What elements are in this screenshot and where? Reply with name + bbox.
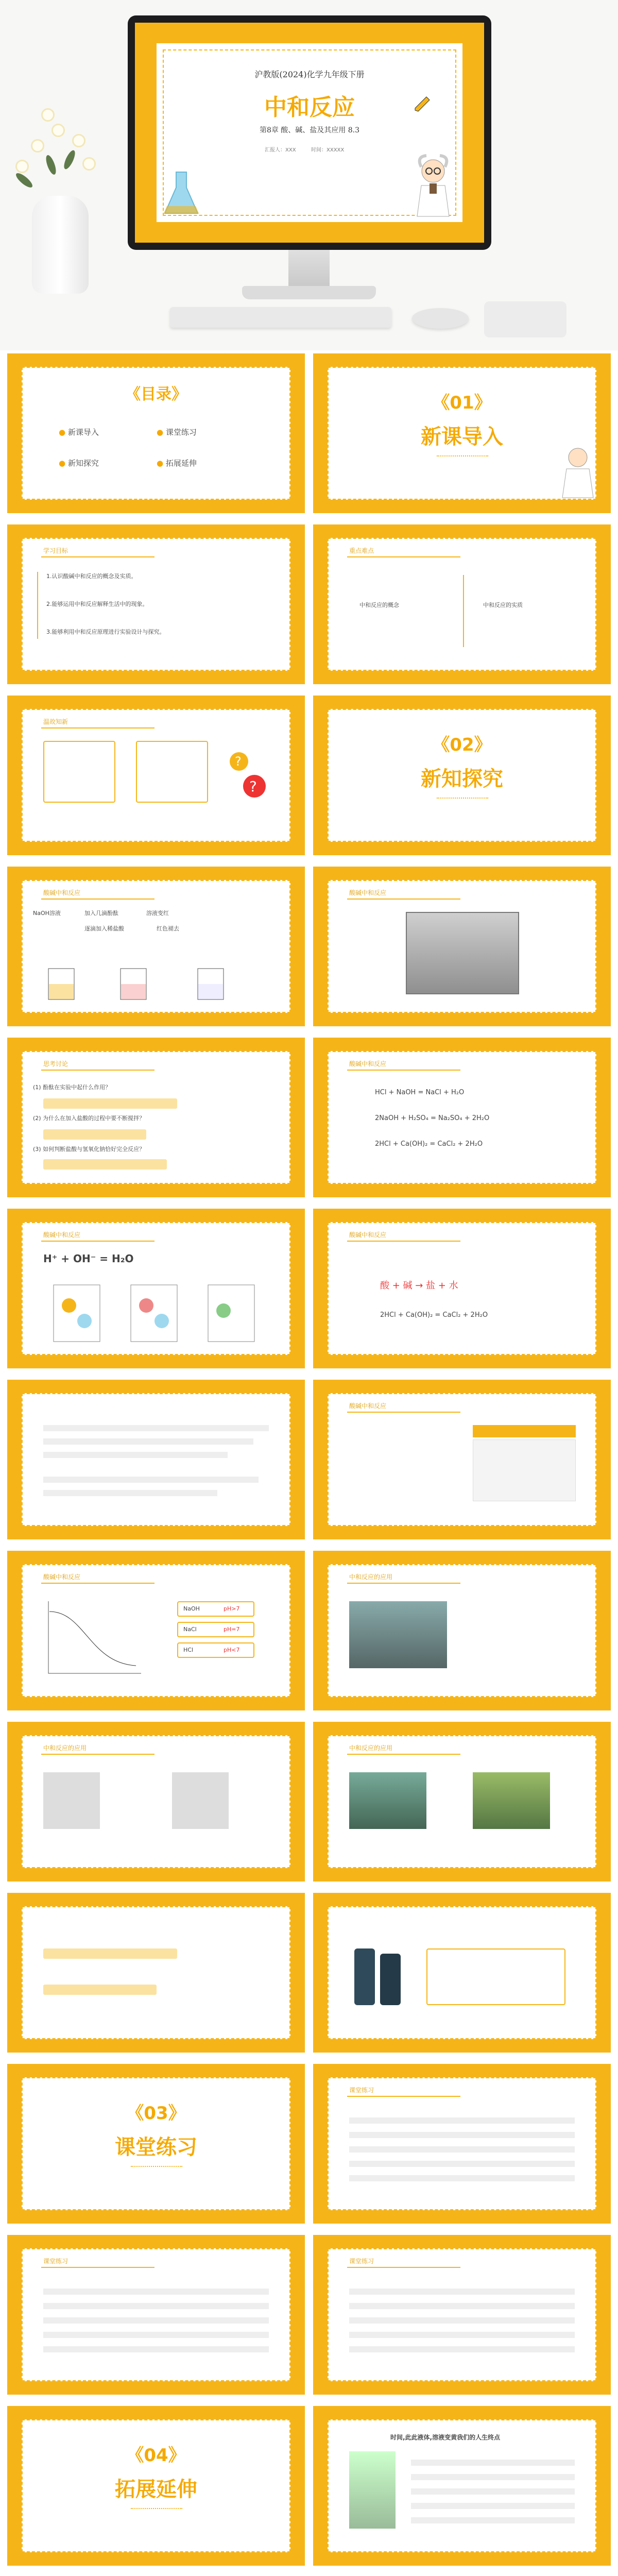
review-header: 温故知新: [43, 718, 68, 725]
key-point-1: 中和反应的概念: [359, 602, 399, 608]
objective-3: 3.能够利用中和反应原理进行实验设计与探究。: [46, 629, 165, 635]
professor-icon: [410, 151, 456, 218]
objective-2: 2.能够运用中和反应解释生活中的现象。: [46, 601, 148, 607]
exp-label-2: 加入几滴酚酞: [84, 910, 118, 917]
cover-title: 中和反应: [264, 94, 355, 121]
slide-section-01: [313, 353, 611, 513]
slide-toc: 《目录》 ● 新课导入 ● 课堂练习 ● 新知探究 ● 拓展延伸: [7, 353, 305, 513]
keyboard: [170, 307, 391, 328]
slide-section-02: [313, 696, 611, 855]
slide-questions: [7, 1893, 305, 2053]
slide-practice-3: 课堂练习: [313, 2235, 611, 2395]
ph-label-nacl: NaCl: [183, 1626, 197, 1633]
think-header: 思考讨论: [43, 1060, 68, 1067]
section-number-01: 《01》: [432, 393, 492, 413]
trackpad: [484, 301, 566, 337]
slide-section-03: [7, 2064, 305, 2224]
slide-table: 酸碱中和反应: [313, 1380, 611, 1539]
cover-subtitle: 第8章 酸、碱、盐及其应用 8.3: [259, 126, 360, 134]
key-point-2: 中和反应的实质: [483, 602, 523, 608]
professor-icon: [557, 442, 598, 499]
slide-text: [7, 1380, 305, 1539]
toc-item-2: 新知探究: [67, 459, 99, 468]
slide-practice-2: 课堂练习: [7, 2235, 305, 2395]
slide-photo: 酸碱中和反应: [313, 867, 611, 1026]
slide-ph: 酸碱中和反应 NaOH pH>7 NaCl pH=7 HCl pH<7: [7, 1551, 305, 1710]
leaf-icon: [14, 171, 35, 190]
ph-label-naoh: NaOH: [183, 1605, 200, 1612]
hero-mockup: [0, 0, 618, 350]
key-header: 重点难点: [349, 547, 374, 554]
ph-curve: [43, 1596, 146, 1679]
flower-icon: [72, 134, 85, 147]
toc-title: 《目录》: [125, 385, 187, 403]
section-number-03: 《03》: [126, 2103, 186, 2124]
slide-conclusion: 酸碱中和反应 酸 + 碱 → 盐 + 水 2HCl + Ca(OH)₂ = CaCl₂ + 2H₂O: [313, 1209, 611, 1368]
equation-1: HCl + NaOH = NaCl + H₂O: [375, 1089, 465, 1096]
cover-reporter: 汇报人：XXX: [265, 147, 296, 153]
pencil-icon: [413, 95, 432, 113]
section-title-03: 课堂练习: [115, 2136, 197, 2159]
think-q-1: (1) 酚酞在实验中起什么作用？: [33, 1084, 111, 1091]
monitor: [128, 15, 491, 250]
equation-2: 2NaOH + H₂SO₄ = Na₂SO₄ + 2H₂O: [375, 1114, 490, 1122]
slide-ionic: 酸碱中和反应 H⁺ + OH⁻ = H₂O: [7, 1209, 305, 1368]
ph-label-hcl: HCl: [183, 1647, 194, 1653]
cover-publisher: 沪教版(2024)化学九年级下册: [254, 70, 365, 79]
flask-icon: [161, 167, 202, 218]
flower-icon: [15, 160, 29, 173]
slide-extend: [313, 2406, 611, 2566]
exp-label-4: 逐滴加入稀盐酸: [84, 925, 124, 932]
slide-practice: [313, 2064, 611, 2224]
beaker-diagram: [43, 948, 270, 1005]
equation-3: 2HCl + Ca(OH)₂ = CaCl₂ + 2H₂O: [375, 1140, 483, 1148]
monitor-screen: [135, 23, 484, 243]
toc-item-4: 拓展延伸: [165, 459, 197, 468]
vase: [32, 196, 89, 294]
slide-review: [7, 696, 305, 855]
slide-key-points: [313, 524, 611, 684]
slide-application: [313, 1551, 611, 1710]
ionic-equation: H⁺ + OH⁻ = H₂O: [43, 1252, 134, 1265]
slide-application-3: 中和反应的应用: [313, 1722, 611, 1882]
slide-equations: 酸碱中和反应 HCl + NaOH = NaCl + H₂O 2NaOH + H₂SO₄ = Na₂SO₄ + 2H₂O 2HCl + Ca(OH)₂ = CaCl₂ + 2H₂O: [313, 1038, 611, 1197]
toc-item-1: 新课导入: [67, 428, 99, 437]
extend-title: 时间,此此液体,溶液变黄我们的人生终点: [390, 2434, 501, 2441]
section-title-04: 拓展延伸: [115, 2478, 197, 2501]
slide-shampoo: [313, 1893, 611, 2053]
leaf-icon: [44, 154, 58, 176]
exp-label-3: 溶液变红: [146, 910, 169, 917]
cover-card: [157, 43, 462, 222]
monitor-base: [242, 286, 376, 299]
svg-text:?: ?: [249, 778, 257, 795]
slide-think: [7, 1038, 305, 1197]
flower-icon: [52, 124, 65, 137]
slide-application-2: 中和反应的应用: [7, 1722, 305, 1882]
flower-icon: [31, 139, 44, 152]
think-q-2: (2) 为什么在加入盐酸的过程中要不断搅拌？: [33, 1115, 145, 1122]
exp-label-5: 红色褪去: [157, 925, 179, 932]
exp-label-1: NaOH溶液: [33, 910, 61, 917]
slide-section-04: [7, 2406, 305, 2566]
cover-time: 时间：XXXXX: [311, 147, 345, 153]
slide-objectives: [7, 524, 305, 684]
practice-header: 课堂练习: [349, 2087, 374, 2094]
objective-1: 1.认识酸碱中和反应的概念及实质。: [46, 573, 137, 580]
leaf-icon: [62, 149, 77, 171]
svg-text:?: ?: [235, 754, 242, 769]
think-q-3: (3) 如何判断盐酸与氢氧化钠恰好完全反应？: [33, 1146, 145, 1153]
app-header: 中和反应的应用: [349, 1573, 393, 1581]
flower-icon: [82, 157, 96, 171]
conclusion-text: 酸 + 碱 → 盐 + 水: [380, 1280, 458, 1291]
section-title-02: 新知探究: [421, 767, 503, 791]
monitor-stand: [288, 250, 330, 286]
flower-icon: [41, 108, 55, 122]
ion-diagram: [43, 1275, 270, 1347]
lab-photo: [406, 912, 519, 994]
slide-experiment: [7, 867, 305, 1026]
section-title-01: 新课导入: [421, 425, 503, 449]
section-number-04: 《04》: [126, 2445, 186, 2466]
explore-header: 酸碱中和反应: [43, 889, 81, 896]
mouse: [412, 308, 469, 329]
objectives-header: 学习目标: [43, 547, 68, 554]
section-number-02: 《02》: [432, 735, 492, 755]
toc-item-3: 课堂练习: [165, 428, 197, 437]
question-icon: [224, 746, 275, 803]
